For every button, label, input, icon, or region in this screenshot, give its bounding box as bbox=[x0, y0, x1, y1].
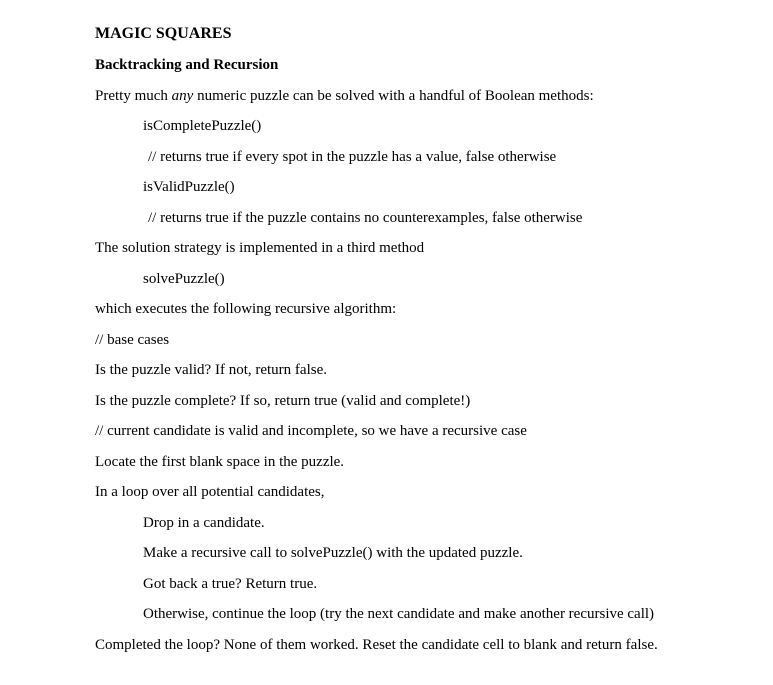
loop-step-return-true: Got back a true? Return true. bbox=[143, 576, 318, 592]
step-check-valid: Is the puzzle valid? If not, return false. bbox=[95, 362, 327, 378]
document-subtitle: Backtracking and Recursion bbox=[95, 57, 279, 73]
method-is-valid-comment: // returns true if the puzzle contains no counterexamples, false otherwise bbox=[148, 210, 583, 226]
step-check-complete: Is the puzzle complete? If so, return true (valid and complete!) bbox=[95, 393, 471, 409]
step-locate-blank: Locate the first blank space in the puzzle. bbox=[95, 454, 345, 470]
strategy-text: The solution strategy is implemented in a third method bbox=[95, 240, 425, 256]
intro-paragraph bbox=[95, 87, 594, 105]
step-completed-loop: Completed the loop? None of them worked. Reset the candidate cell to blank and return false. bbox=[95, 637, 658, 653]
loop-step-drop: Drop in a candidate. bbox=[143, 515, 265, 531]
method-solve: solvePuzzle() bbox=[143, 271, 225, 287]
recursive-case-comment: // current candidate is valid and incomplete, so we have a recursive case bbox=[95, 423, 527, 439]
method-is-complete: isCompletePuzzle() bbox=[143, 118, 262, 134]
loop-step-otherwise: Otherwise, continue the loop (try the next candidate and make another recursive call) bbox=[143, 606, 655, 622]
loop-step-recursive-call: Make a recursive call to solvePuzzle() with the updated puzzle. bbox=[143, 545, 523, 561]
intro-text-after: numeric puzzle can be solved with a handful of Boolean methods: bbox=[193, 88, 594, 104]
step-loop-candidates: In a loop over all potential candidates, bbox=[95, 484, 325, 500]
method-is-complete-comment: // returns true if every spot in the puzzle has a value, false otherwise bbox=[148, 149, 557, 165]
intro-emphasis: any bbox=[171, 88, 194, 104]
document-title: MAGIC SQUARES bbox=[95, 25, 232, 42]
base-cases-comment: // base cases bbox=[95, 332, 170, 348]
executes-text: which executes the following recursive algorithm: bbox=[95, 301, 397, 317]
intro-text-before: Pretty much bbox=[95, 88, 172, 104]
method-is-valid: isValidPuzzle() bbox=[143, 179, 235, 195]
